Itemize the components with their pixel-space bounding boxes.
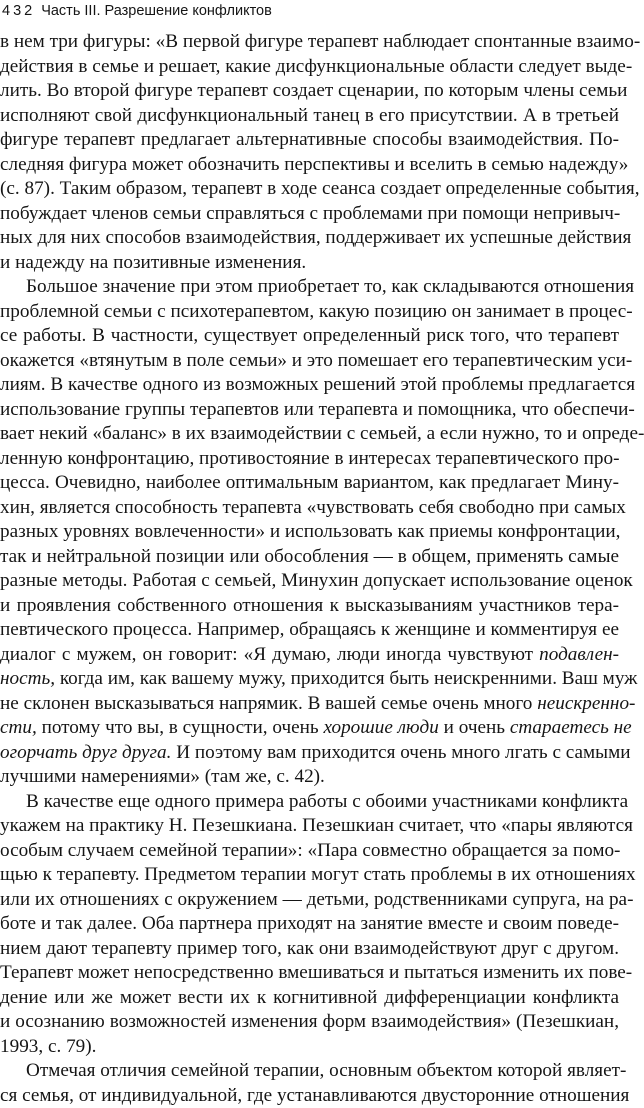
- text-segment: дение или же может вести их к когнитивной дифференциации конфликта: [0, 987, 619, 1008]
- text-segment: в нем три фигуры: «В первой фигуре терапевт наблюдает спонтанные взаимо-: [0, 31, 640, 52]
- text-segment: особым случаем семейной терапии»: «Пара совместно обращается за помо-: [0, 840, 620, 861]
- body-text: [0, 30, 620, 1108]
- text-line: [0, 55, 619, 80]
- text-line: [0, 692, 619, 717]
- text-line: [0, 1035, 619, 1060]
- text-segment: (с. 87). Таким образом, терапевт в ходе сеанса создает определенные события,: [0, 178, 640, 199]
- text-segment: или их отношениях с окружением — детьми, родственниками супруга, на ра-: [0, 889, 633, 910]
- text-segment: се работы. В частности, существует определенный риск того, что терапевт: [0, 325, 619, 346]
- text-line: [0, 814, 619, 839]
- running-head: [2, 0, 272, 22]
- text-segment: И поэтому вам приходится очень много лгать с самыми: [171, 742, 630, 763]
- text-line: [0, 545, 619, 570]
- text-line: [0, 422, 619, 447]
- text-segment: и осознанию возможностей изменения форм взаимодействия» (Пезешкиан,: [0, 1011, 619, 1032]
- italic-text: ность,: [0, 668, 55, 689]
- text-line: [0, 177, 619, 202]
- text-segment: диалог с мужем, он говорит: «Я думаю, люди иногда чувствуют: [0, 644, 539, 665]
- text-line: [0, 986, 619, 1011]
- text-line: [0, 349, 619, 374]
- text-line: [0, 471, 619, 496]
- text-line: [0, 863, 619, 888]
- text-segment: ленную конфронтацию, противостояние в интересах терапевтического про-: [0, 448, 620, 469]
- text-segment: нием дают терапевту пример того, как они взаимодействуют друг с другом.: [0, 938, 619, 959]
- text-line: [0, 373, 619, 398]
- section-title: Часть III. Разрешение конфликтов: [41, 3, 272, 19]
- text-line: [0, 1059, 619, 1084]
- text-segment: 1993, с. 79).: [0, 1036, 96, 1057]
- text-line: [0, 618, 619, 643]
- text-line: [0, 667, 619, 692]
- text-line: [0, 251, 619, 276]
- text-line: [0, 447, 619, 472]
- text-segment: побуждает членов семьи справляться с проблемами при помощи непривыч-: [0, 203, 620, 224]
- italic-text: хорошие люди: [323, 717, 438, 738]
- text-segment: следняя фигура может обозначить перспективы и вселить в семью надежду»: [0, 154, 628, 175]
- text-segment: Терапевт может непосредственно вмешиваться и пытаться изменить их пове-: [0, 962, 632, 983]
- text-line: [0, 79, 619, 104]
- text-segment: и очень: [439, 717, 510, 738]
- text-line: [0, 226, 619, 251]
- text-segment: исполняют свой дисфункциональный танец в его присутствии. А в третьей: [0, 105, 619, 126]
- text-segment: разные методы. Работая с семьей, Минухин допускает использование оценок: [0, 570, 633, 591]
- text-line: [0, 300, 619, 325]
- text-line: [0, 569, 619, 594]
- text-segment: и надежду на позитивные изменения.: [0, 252, 306, 273]
- text-line: [0, 128, 619, 153]
- text-segment: хин, является способность терапевта «чувствовать себя свободно при самых: [0, 497, 626, 518]
- text-line: [0, 153, 619, 178]
- text-segment: укажем на практику Н. Пезешкиана. Пезешкиан считает, что «пары являются: [0, 815, 633, 836]
- text-segment: проблемной семьи с психотерапевтом, какую позицию он занимает в процес-: [0, 301, 633, 322]
- text-segment: так и нейтральной позиции или обособления — в общем, применять самые: [0, 546, 619, 567]
- text-segment: не склонен высказываться напрямик. В вашей семье очень много: [0, 693, 537, 714]
- text-line: [0, 741, 619, 766]
- text-line: [0, 324, 619, 349]
- text-line: [0, 888, 619, 913]
- text-segment: лить. Во второй фигуре терапевт создает сценарии, по которым члены семьи: [0, 80, 627, 101]
- text-segment: ных для них способов взаимодействия, поддерживает их успешные действия: [0, 227, 631, 248]
- page-number: 432: [2, 3, 35, 19]
- text-segment: лиям. В качестве одного из возможных решений этой проблемы предлагается: [0, 374, 635, 395]
- text-segment: Отмечая отличия семейной терапии, основным объектом которой являет-: [26, 1060, 626, 1081]
- italic-text: огорчать друг друга.: [0, 742, 171, 763]
- text-line: [0, 104, 619, 129]
- text-segment: и проявления собственного отношения к высказываниям участников тера-: [0, 595, 619, 616]
- text-segment: боте и так далее. Оба партнера приходят на занятие вместе и своим поведе-: [0, 913, 619, 934]
- text-segment: В качестве еще одного примера работы с обоими участниками конфликта: [26, 791, 628, 812]
- text-line: [0, 912, 619, 937]
- text-segment: использование группы терапевтов или терапевта и помощника, что обеспечи-: [0, 399, 635, 420]
- italic-text: неискренно-: [537, 693, 635, 714]
- text-line: [0, 30, 619, 55]
- text-line: [0, 937, 619, 962]
- text-line: [0, 643, 619, 668]
- text-segment: когда им, как вашему мужу, приходится быть неискренними. Ваш муж: [55, 668, 637, 689]
- text-line: [0, 790, 619, 815]
- text-line: [0, 765, 619, 790]
- italic-text: стараетесь не: [510, 717, 632, 738]
- italic-text: подавлен-: [539, 644, 619, 665]
- text-segment: окажется «втянутым в поле семьи» и это помешает его терапевтическим уси-: [0, 350, 632, 371]
- text-segment: щью к терапевту. Предметом терапии могут стать проблемы в их отношениях: [0, 864, 636, 885]
- text-line: [0, 1010, 619, 1035]
- text-segment: Большое значение при этом приобретает то, как складываются отношения: [26, 276, 634, 297]
- text-line: [0, 398, 619, 423]
- text-segment: разных уровнях вовлеченности» и использовать как приемы конфронтации,: [0, 521, 620, 542]
- text-line: [0, 961, 619, 986]
- text-segment: лучшими намерениями» (там же, с. 42).: [0, 766, 325, 787]
- text-line: [0, 1084, 619, 1108]
- text-line: [0, 716, 619, 741]
- text-segment: ся семья, от индивидуальной, где устанавливаются двусторонние отношения: [0, 1085, 629, 1106]
- text-segment: вает некий «баланс» в их взаимодействии с семьей, а если нужно, то и опреде-: [0, 423, 644, 444]
- italic-text: сти,: [0, 717, 37, 738]
- text-line: [0, 275, 619, 300]
- text-line: [0, 594, 619, 619]
- text-line: [0, 496, 619, 521]
- text-line: [0, 839, 619, 864]
- text-line: [0, 520, 619, 545]
- text-segment: фигуре терапевт предлагает альтернативные способы взаимодействия. По-: [0, 129, 619, 150]
- text-segment: потому что вы, в сущности, очень: [37, 717, 324, 738]
- text-segment: действия в семье и решает, какие дисфункциональные области следует выде-: [0, 56, 632, 77]
- text-segment: певтического процесса. Например, обращаясь к женщине и комментируя ее: [0, 619, 619, 640]
- text-segment: цесса. Очевидно, наиболее оптимальным вариантом, как предлагает Мину-: [0, 472, 619, 493]
- text-line: [0, 202, 619, 227]
